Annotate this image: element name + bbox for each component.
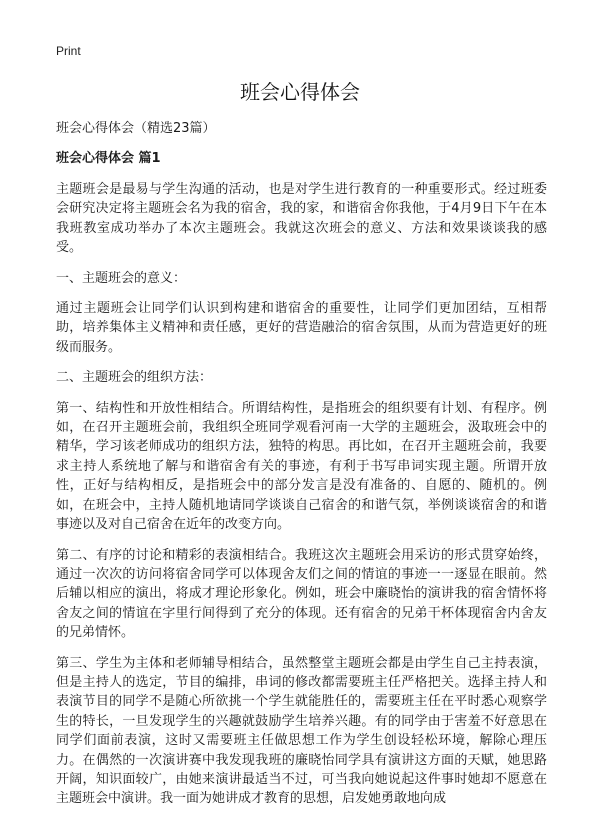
paragraph-intro: 主题班会是最易与学生沟通的活动，也是对学生进行教育的一种重要形式。经过班委会研究决定将主题班会名为我的宿舍，我的家，和谐宿舍你我他，于4月9日下午在本我班教室成功举办了本次主题班会。我就这次班会的意义、方法和效果谈谈我的感受。 xyxy=(56,182,547,256)
paragraph-heading-methods: 二、主题班会的组织方法： xyxy=(56,370,213,386)
paragraph-meaning: 通过主题班会让同学们认识到构建和谐宿舍的重要性，让同学们更加团结，互相帮助，培养集体主义精神和责任感，更好的营造融洽的宿舍氛围，从而为营造更好的班级而服务。 xyxy=(56,301,547,355)
paragraph-method-3: 第三、学生为主体和老师辅导相结合，虽然整堂主题班会都是由学生自己主持表演，但是主持人的选定，节目的编排，串词的修改都需要班主任严格把关。选择主持人和表演节目的同学不是随心所欲挑一个学生就能胜任的，需要班主任在平时悉心观察学生的特长，一旦发现学生的兴趣就鼓励学生培养兴趣。有的同学由于害羞不好意思在同学们面前表演，这时又需要班主任做思想工作为学生创设轻松环境，解除心理压力。在偶然的一次演讲赛中我发现我班的廉晓怡同学具有演讲这方面的天赋，她思路开阔，知识面较广，由她来演讲最适当不过，可当我向她说起这件事时她却不愿意在主题班会中演讲。我一面为她讲成才教育的思想，启发她勇敢地向成 xyxy=(56,655,547,807)
document-subtitle: 班会心得体会（精选23篇） xyxy=(56,121,216,136)
document-body xyxy=(56,180,547,820)
paragraph-method-2: 第二、有序的讨论和精彩的表演相结合。我班这次主题班会用采访的形式贯穿始终，通过一次次的访问将宿舍同学可以体现舍友们之间的情谊的事迹一一逐显在眼前。然后辅以相应的演出，将成才理论形象化。例如，班会中廉晓怡的演讲我的宿舍情怀将舍友之间的情谊在字里行间得到了充分的体现。还有宿舍的兄弟干杯体现宿舍内舍友的兄弟情怀。 xyxy=(56,547,547,641)
document-title: 班会心得体会 xyxy=(240,80,360,104)
paragraph-method-1: 第一、结构性和开放性相结合。所谓结构性，是指班会的组织要有计划、有程序。例如，在召开主题班会前，我组织全班同学观看河南一大学的主题班会，汲取班会中的精华，学习该老师成功的组织方法，独特的构思。再比如，在召开主题班会前，我要求主持人系统地了解与和谐宿舍有关的事迹，有利于书写串词实现主题。所谓开放性，正好与结构相反，是指班会中的部分发言是没有准备的、自愿的、随机的。例如，在班会中，主持人随机地请同学谈谈自己宿舍的和谐气氛，举例谈谈宿舍的和谐事迹以及对自己宿舍在近年的改变方向。 xyxy=(56,400,547,533)
paragraph-heading-meaning: 一、主题班会的意义： xyxy=(56,270,187,286)
print-link[interactable]: Print xyxy=(56,44,81,58)
section-title: 班会心得体会 篇1 xyxy=(56,151,161,166)
